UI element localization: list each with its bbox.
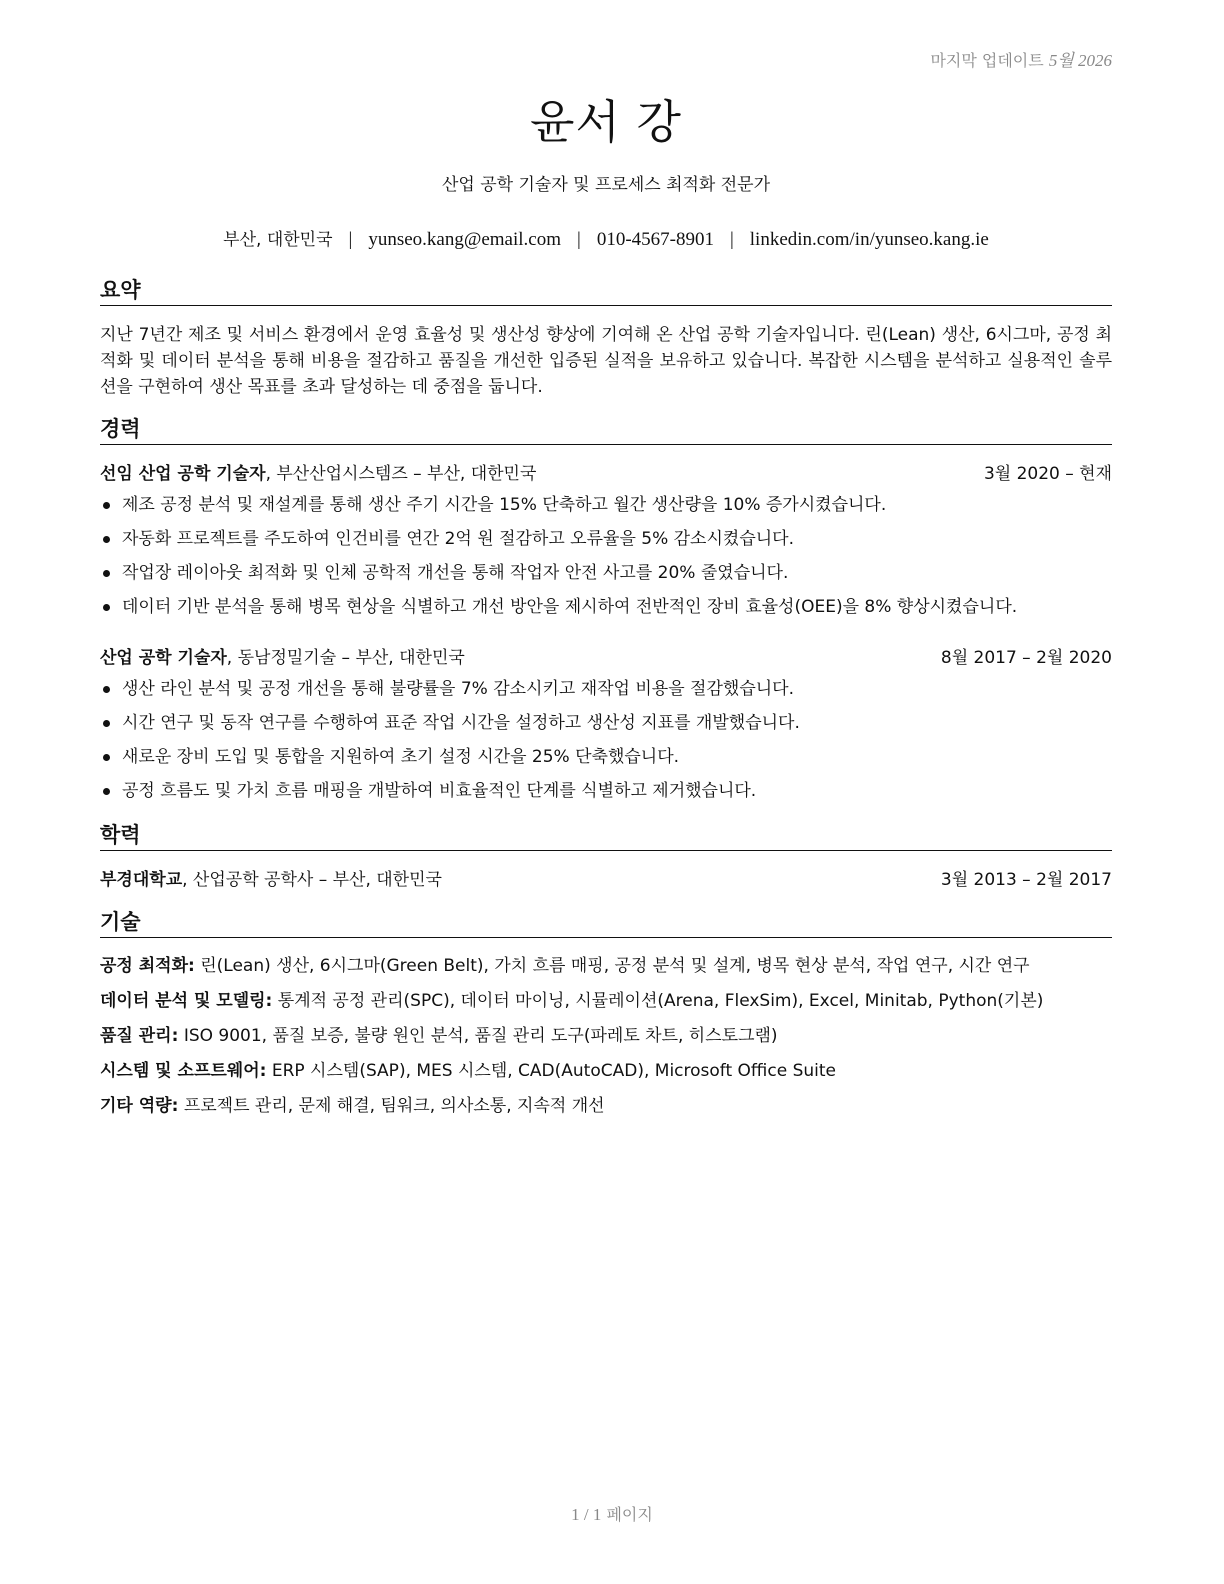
job-dates: 8월 2017 – 2월 2020 (940, 648, 1112, 668)
school-name: 부경대학교 (100, 870, 183, 890)
skill-label: 품질 관리: (100, 1026, 179, 1046)
candidate-name: 윤서 강 (530, 95, 682, 149)
job-bullet: 데이터 기반 분석을 통해 병목 현상을 식별하고 개선 방안을 제시하여 전반적인 장비 효율성(OEE)을 8% 향상시켰습니다. (100, 595, 1112, 629)
job-bullets (100, 493, 1112, 629)
page-label: 페이지 (606, 1505, 653, 1524)
contact-separator: | (577, 229, 581, 250)
contact-email[interactable]: yunseo.kang@email.com (368, 229, 561, 250)
job-bullet: 자동화 프로젝트를 주도하여 인건비를 연간 2억 원 절감하고 오류율을 5% 감소시켰습니다. (100, 527, 1112, 561)
skill-row (100, 1024, 1112, 1059)
contact-separator: | (729, 229, 734, 250)
job-dates: 3월 2020 – 현재 (983, 464, 1112, 484)
job-bullets (100, 677, 1112, 813)
skill-label: 데이터 분석 및 모델링: (100, 991, 273, 1011)
skill-row (100, 954, 1112, 989)
contact-linkedin[interactable]: linkedin.com/in/yunseo.kang.ie (749, 229, 989, 250)
job-bullet: 작업장 레이아웃 최적화 및 인체 공학적 개선을 통해 작업자 안전 사고를 20% 줄였습니다. (100, 561, 1112, 595)
job-bullet: 시간 연구 및 동작 연구를 수행하여 표준 작업 시간을 설정하고 생산성 지표를 개발했습니다. (100, 711, 1112, 745)
skill-value: ERP 시스템(SAP), MES 시스템, CAD(AutoCAD), Microsoft Office Suite (271, 1061, 836, 1081)
contact-phone: 010-4567-8901 (596, 229, 714, 250)
job-title: 산업 공학 기술자 (100, 648, 227, 668)
experience-entry-header (100, 462, 1112, 486)
section-title-experience: 경력 (100, 416, 1112, 445)
skill-value: ISO 9001, 품질 보증, 불량 원인 분석, 품질 관리 도구(파레토 차트, 히스토그램) (183, 1026, 778, 1046)
skill-row (100, 1094, 1112, 1129)
contact-line (100, 225, 1112, 251)
skill-value: 린(Lean) 생산, 6시그마(Green Belt), 가치 흐름 매핑, 공정 분석 및 설계, 병목 현상 분석, 작업 연구, 시간 연구 (200, 956, 1030, 976)
section-title-summary: 요약 (100, 277, 1112, 306)
job-details: , 동남정밀기술 – 부산, 대한민국 (226, 648, 465, 668)
page-footer (0, 1502, 1224, 1525)
skill-value: 프로젝트 관리, 문제 해결, 팀워크, 의사소통, 지속적 개선 (183, 1096, 605, 1116)
last-updated (930, 46, 1112, 71)
job-title: 선임 산업 공학 기술자 (100, 464, 266, 484)
job-bullet: 생산 라인 분석 및 공정 개선을 통해 불량률을 7% 감소시키고 재작업 비용을 절감했습니다. (100, 677, 1112, 711)
last-updated-label: 마지막 업데이트 (930, 51, 1044, 70)
summary-text: 지난 7년간 제조 및 서비스 환경에서 운영 효율성 및 생산성 향상에 기여해 온 산업 공학 기술자입니다. 린(Lean) 생산, 6시그마, 공정 최적화 및 데이터 분석을 통해 비용을 절감하고 품질을 개선한 입증된 실적을 보유하고 있습니다. 복잡한 시스템을 분석하고 실용적인 솔루션을 구현하여 생산 목표를 초과 달성하는 데 중점을 둡니다. (100, 325, 1112, 397)
skill-row (100, 989, 1112, 1024)
education-dates: 3월 2013 – 2월 2017 (940, 870, 1112, 890)
page-number: 1 / 1 (571, 1505, 602, 1524)
last-updated-date: 5월 2026 (1048, 51, 1112, 70)
skill-row (100, 1059, 1112, 1094)
skill-value: 통계적 공정 관리(SPC), 데이터 마이닝, 시뮬레이션(Arena, FlexSim), Excel, Minitab, Python(기본) (277, 991, 1044, 1011)
section-title-education: 학력 (100, 822, 1112, 851)
candidate-subtitle: 산업 공학 기술자 및 프로세스 최적화 전문가 (441, 175, 771, 195)
job-bullet: 새로운 장비 도입 및 통합을 지원하여 초기 설정 시간을 25% 단축했습니다. (100, 745, 1112, 779)
job-details: , 부산산업시스템즈 – 부산, 대한민국 (265, 464, 537, 484)
section-title-skills: 기술 (100, 909, 1112, 938)
skill-label: 시스템 및 소프트웨어: (100, 1061, 267, 1081)
education-entry (100, 868, 1112, 892)
experience-entry-header (100, 646, 1112, 670)
degree-details: , 산업공학 공학사 – 부산, 대한민국 (182, 870, 442, 890)
contact-separator: | (348, 229, 353, 250)
skills-list (100, 954, 1112, 1129)
contact-location: 부산, 대한민국 (223, 230, 333, 250)
job-bullet: 제조 공정 분석 및 재설계를 통해 생산 주기 시간을 15% 단축하고 월간 생산량을 10% 증가시켰습니다. (100, 493, 1112, 527)
job-bullet: 공정 흐름도 및 가치 흐름 매핑을 개발하여 비효율적인 단계를 식별하고 제거했습니다. (100, 779, 1112, 813)
skill-label: 공정 최적화: (100, 956, 195, 976)
skill-label: 기타 역량: (100, 1096, 179, 1116)
